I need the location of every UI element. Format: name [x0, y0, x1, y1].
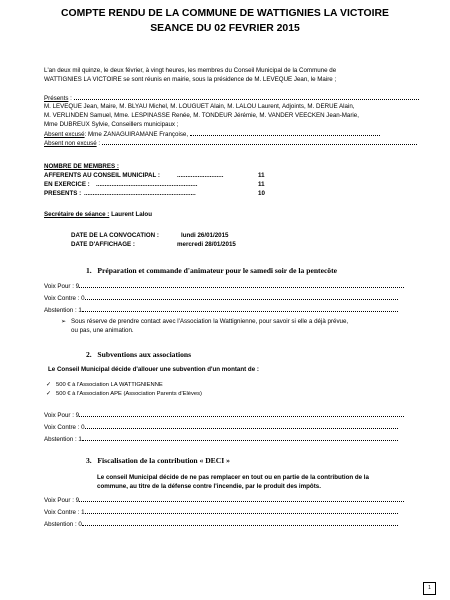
document-title-line1: COMPTE RENDU DE LA COMMUNE DE WATTIGNIES LA VICTOIRE — [61, 8, 389, 19]
membres-row-leader: ................................................................. — [84, 190, 196, 197]
date-affichage-value: mercredi 28/01/2015 — [177, 241, 236, 248]
membres-row-value: 11 — [258, 181, 265, 188]
section1-note-line1: Sous réserve de prendre contact avec l'Association la Wattignienne, pour savoir si elle a déjà prévue, — [71, 318, 349, 325]
membres-row-value: 11 — [258, 172, 265, 179]
section2-decision: Le Conseil Municipal décide d'allouer une subvention d'un montant de : — [48, 366, 259, 373]
section3-decision-line1: Le conseil Municipal décide de ne pas remplacer en tout ou en partie de la contribution de la — [97, 474, 369, 481]
date-convocation-value: lundi 26/01/2015 — [181, 232, 229, 239]
vote-text: Abstention : 1 — [44, 307, 82, 314]
section1-vote-contre — [44, 294, 398, 303]
vote-text: Voix Contre : 0 — [44, 424, 85, 431]
section3-decision-line2: commune, au titre de la défense contre l'incendie, par le produit des impôts. — [97, 483, 321, 490]
dotted-leader — [82, 435, 398, 441]
checkmark-icon: ✓ — [46, 382, 51, 388]
membres-row-label: PRESENTS : — [44, 190, 82, 197]
dotted-leader — [85, 294, 398, 300]
absent-excuse-label: Absent excusé — [44, 131, 85, 138]
section3-vote-contre — [44, 508, 398, 517]
section2-vote-abstention — [44, 435, 398, 444]
vote-text: Voix Pour : 9 — [44, 497, 80, 504]
section-title: Fiscalisation de la contribution « DECI » — [97, 456, 230, 465]
section1-note-line2: ou pas, une animation. — [71, 327, 134, 334]
dotted-leader — [85, 508, 398, 514]
presents-label: Présents — [44, 95, 69, 102]
absent-non-excuse-label: Absent non excusé — [44, 140, 97, 147]
absent-excuse-value: : Mme ZANAGUIRAMANE Françoise, — [84, 131, 190, 138]
page-number: 1 — [423, 582, 436, 595]
intro-line1: L'an deux mil quinze, le deux février, à vingt heures, les membres du Conseil Municipal de la Commune de — [44, 67, 337, 74]
section3-vote-abstention — [44, 520, 398, 529]
membres-row-leader: ........................... — [177, 172, 224, 179]
dotted-leader — [79, 282, 404, 288]
section-title: Préparation et commande d'animateur pour le samedi soir de la pentecôte — [97, 266, 338, 275]
section2-heading — [86, 350, 191, 359]
membres-row-label: EN EXERCICE : — [44, 181, 90, 188]
membres-row-label: AFFERENTS AU CONSEIL MUNICIPAL : — [44, 172, 160, 179]
dotted-leader — [79, 411, 404, 417]
dotted-leader — [85, 423, 398, 429]
secretaire-row — [44, 211, 152, 219]
section-number: 2. — [86, 350, 92, 359]
membres-row-exercice — [44, 181, 265, 189]
section-title: Subventions aux associations — [97, 350, 192, 359]
secretaire-label: Secrétaire de séance : — [44, 211, 110, 218]
vote-text: Voix Contre : 1 — [44, 509, 85, 516]
presents-prefix: : — [68, 95, 74, 102]
date-convocation-label: DATE DE LA CONVOCATION : — [71, 232, 159, 239]
dotted-leader — [82, 520, 398, 526]
dotted-leader — [102, 139, 417, 145]
vote-text: Abstention : 0 — [44, 521, 82, 528]
section1-vote-abstention — [44, 306, 398, 315]
section2-vote-contre — [44, 423, 398, 432]
date-affichage-label: DATE D'AFFICHAGE : — [71, 241, 135, 248]
section-number: 1. — [86, 266, 92, 275]
dotted-leader — [82, 306, 398, 312]
section1-heading — [86, 266, 337, 275]
absent-excuse-row — [44, 130, 380, 139]
vote-text: Voix Pour : 9 — [44, 412, 80, 419]
dotted-leader — [190, 130, 380, 136]
section3-vote-pour — [44, 496, 404, 505]
secretaire-value: Laurent Lalou — [109, 211, 152, 218]
intro-line2: WATTIGNIES LA VICTOIRE se sont réunis en mairie, sous la présidence de M. LEVEQUE Jean, le Maire ; — [44, 76, 337, 83]
membres-title: NOMBRE DE MEMBRES : — [44, 163, 119, 170]
presents-line1: M. LEVEQUE Jean, Maire, M. BLYAU Michel, M. LOUGUET Alain, M. LALOU Laurent, Adjoints, M. DERUE Alain, — [44, 103, 355, 110]
arrow-bullet-icon: ➢ — [61, 318, 67, 325]
membres-row-presents — [44, 190, 265, 198]
section2-item1: 500 € à l'Association LA WATTIGNIENNE — [56, 382, 163, 388]
section2-item2: 500 € à l'Association APE (Association Parents d'Elèves) — [56, 391, 202, 397]
membres-row-value: 10 — [258, 190, 265, 197]
section-number: 3. — [86, 456, 92, 465]
absent-non-excuse-value: : — [96, 140, 102, 147]
membres-row-leader: ........................................................... — [96, 181, 198, 188]
vote-text: Voix Pour : 9 — [44, 283, 80, 290]
section2-vote-pour — [44, 411, 404, 420]
vote-text: Abstention : 1 — [44, 436, 82, 443]
presents-line3: Mme DUBREUX Sylvie, Conseillers municipaux ; — [44, 121, 179, 128]
presents-line2: M. VERLINDEN Samuel, Mme. LESPINASSE Renée, M. TONDEUR Jérémie, M. VANDER VEECKEN Jean-Marie, — [44, 112, 359, 119]
dotted-leader — [74, 94, 419, 100]
section3-heading — [86, 456, 230, 465]
absent-non-excuse-row — [44, 139, 417, 148]
dotted-leader — [79, 496, 404, 502]
vote-text: Voix Contre : 0 — [44, 295, 85, 302]
document-title-line2: SEANCE DU 02 FEVRIER 2015 — [150, 23, 300, 34]
section1-vote-pour — [44, 282, 404, 291]
presents-heading — [44, 94, 419, 103]
membres-row-afferents — [44, 172, 265, 180]
checkmark-icon: ✓ — [46, 391, 51, 397]
